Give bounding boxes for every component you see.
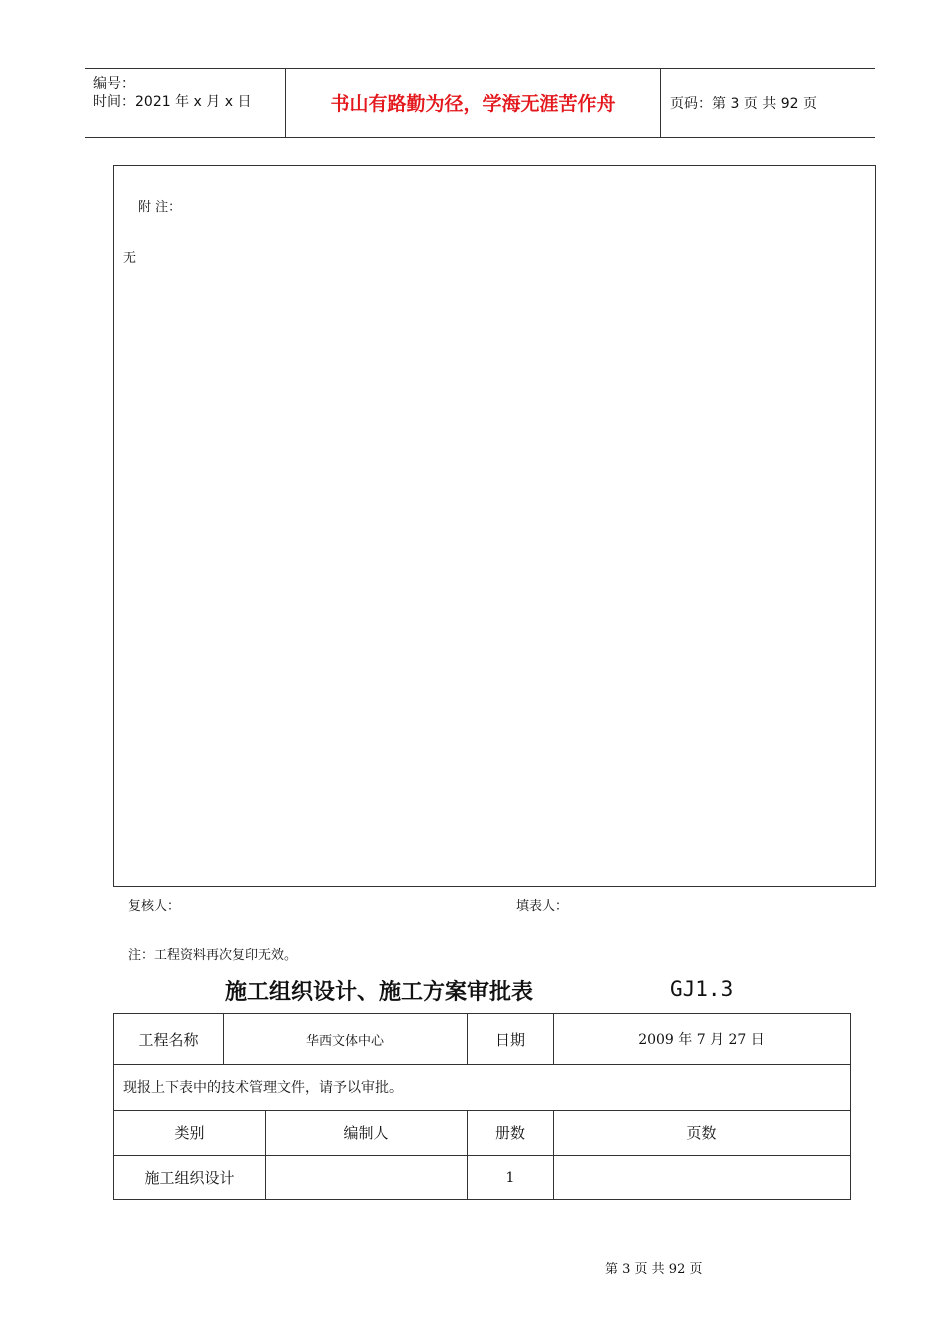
- number-label: 编号：: [93, 76, 135, 92]
- copy-note: 注：工程资料再次复印无效。: [128, 948, 298, 963]
- form-title-row: [0, 975, 950, 1009]
- filler-label: 填表人：: [516, 899, 569, 914]
- table-cell: 1: [505, 1169, 515, 1186]
- column-header-pages: 页数: [686, 1124, 717, 1142]
- column-header-author: 编制人: [343, 1124, 389, 1142]
- header-meta: [85, 69, 285, 137]
- table-cell: [553, 1155, 850, 1200]
- header-slogan: 书山有路勤为径，学海无涯苦作舟: [285, 69, 661, 137]
- time-label: 时间：2021 年 x 月 x 日: [93, 94, 252, 110]
- notes-value: 无: [123, 251, 137, 266]
- form-title: 施工组织设计、施工方案审批表: [225, 979, 534, 1005]
- date-label: 日期: [494, 1030, 525, 1049]
- project-name-value: 华西文体中心: [305, 1033, 384, 1049]
- project-name-label: 工程名称: [138, 1030, 199, 1049]
- notes-label: 附 注：: [138, 200, 182, 215]
- form-code: GJ1.3: [670, 977, 734, 1001]
- table-cell: 施工组织设计: [144, 1169, 235, 1187]
- date-value: 2009 年 7 月 27 日: [638, 1032, 765, 1048]
- footer-page-number: 第 3 页 共 92 页: [605, 1262, 703, 1277]
- request-text: 现报上下表中的技术管理文件，请予以审批。: [123, 1080, 403, 1096]
- column-header-volumes: 册数: [494, 1124, 525, 1142]
- page-header: [85, 68, 875, 138]
- reviewer-label: 复核人：: [128, 899, 181, 914]
- approval-table: [113, 1013, 851, 1200]
- column-header-category: 类别: [174, 1124, 205, 1142]
- header-page-label: 页码：第 3 页 共 92 页: [670, 96, 817, 112]
- notes-box: [113, 165, 876, 887]
- table-cell: [265, 1155, 467, 1200]
